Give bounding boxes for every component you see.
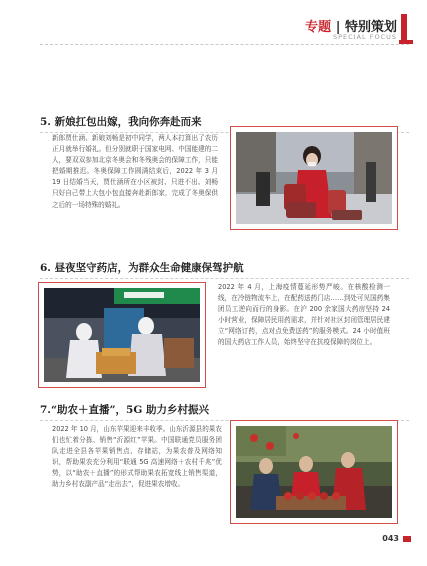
section-5-title: 5. 新娘扛包出嫁，我向你奔赴而来	[40, 116, 202, 128]
section-7-title: 7.“助农＋直播”，5G 助力乡村振兴	[40, 404, 209, 416]
header-title-prefix: 专题	[305, 20, 332, 35]
section-6-title: 6. 昼夜坚守药店，为群众生命健康保驾护航	[40, 262, 244, 274]
page-number: 043	[382, 534, 399, 543]
header-title-main: 特别策划	[344, 20, 397, 35]
header-divider	[40, 44, 409, 45]
section-6-divider	[40, 278, 409, 279]
header-separator: |	[335, 20, 341, 35]
section-5-paragraph: 新郎贾仕涵、新娘刘畅是初中同学，两人本打算出了农历正月就举行婚礼。但分别就职于国家电网、中国能建的二人，要双双参加北京冬奥会和冬残奥会的保障工作，只能把婚期推迟。冬奥保障工作圆满结束后，2022 年 3 月 19 日结婚当天，贾仕涵所在小区被封、只进不出。刘畅只好自己带上大包小包直接奔赴新郎家，完成了冬奥保供之后的一场特殊的婚礼。	[52, 134, 218, 209]
apple-farmers-livestream-photo	[236, 426, 392, 518]
section-7-paragraph: 2022 年 10 月，山东苹果迎来丰收季。山东沂源县的果农们也忙着分拣、销售“沂源红”苹果。中国联通党员服务团队走进全县各苹果销售点、存储站，为果农普及网络知识，帮助果农充分利用“联通 5G 高速网络＋农村千兆”优势，以“助农＋直播”的形式帮助果农拓宽线上销售渠道，助力乡村农副产品“走出去”，促进果农增收。	[52, 425, 222, 489]
bride-carrying-bags-photo	[236, 132, 392, 224]
page-number-marker	[403, 536, 411, 542]
section-6-paragraph: 2022 年 4 月，上海疫情蔓延形势严峻。在核酸检测一线，在冷链物流车上，在配药送药门店……到处可见国药集团员工逆向而行的身影。在沪 200 余家国大药房坚持 24 小时营业，保障居民用药需求，并针对社区封闭管理居民建立“网络订药，点对点免费送药”的服务模式。24 小时值班的国大药店工作人员，始终坚守在抗疫保障的岗位上。	[218, 283, 390, 347]
header-subtitle: SPECIAL FOCUS	[332, 33, 397, 41]
pharmacy-workers-photo	[44, 288, 200, 382]
